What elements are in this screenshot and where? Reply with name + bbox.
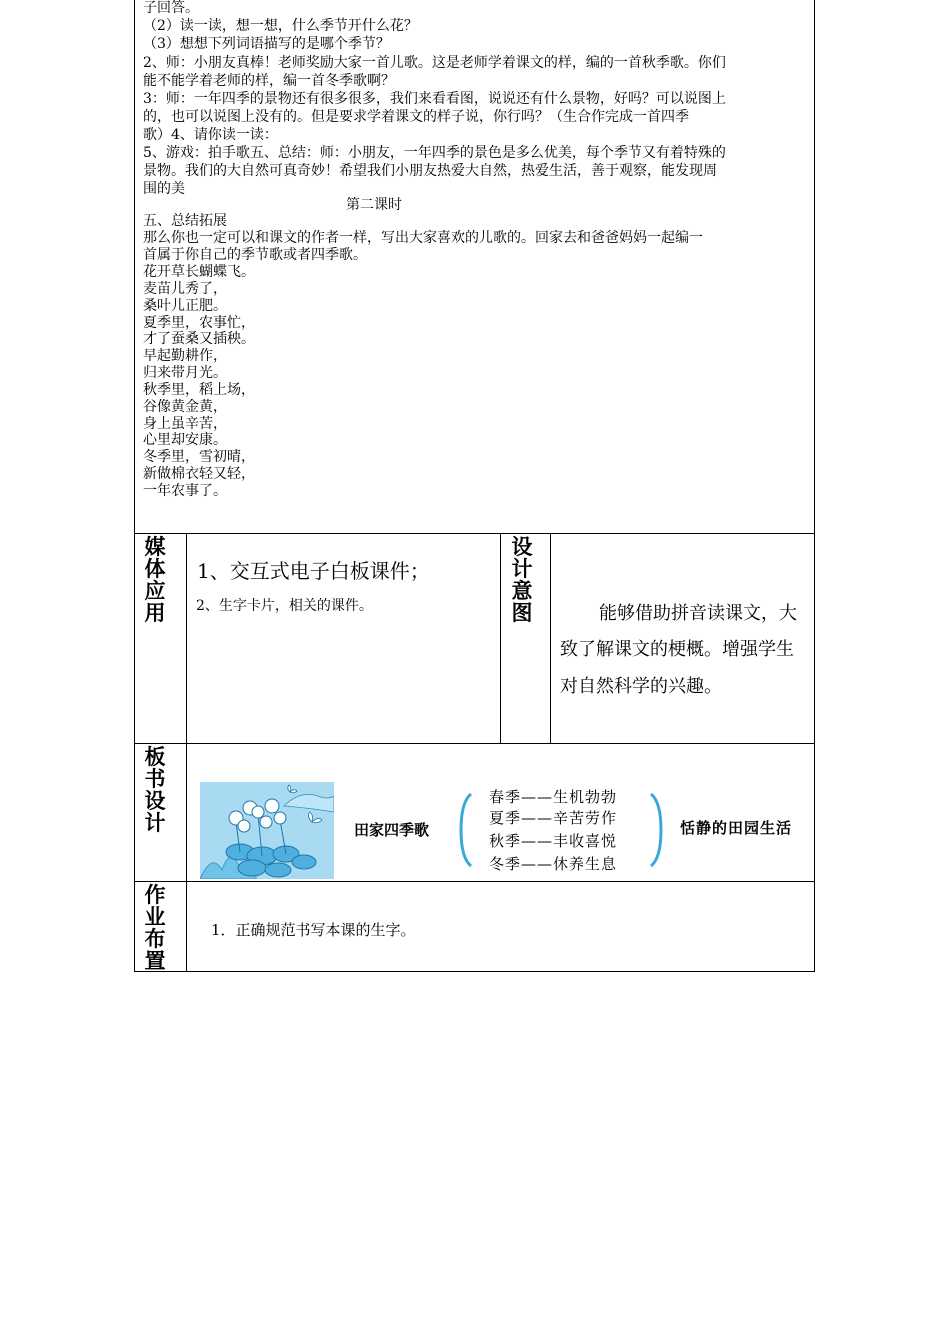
board-label-char: 设 (144, 789, 166, 813)
media-label-char: 媒 (144, 535, 166, 559)
second-lesson-title: 第二课时 (346, 197, 402, 213)
poem-line: 桑叶儿正肥。 (143, 298, 227, 314)
board-label (143, 746, 167, 834)
lesson-line: 的，也可以说图上没有的。但是要求学着课文的样子说，你行吗？（生合作完成一首四季 (143, 109, 689, 125)
row-divider-board (134, 743, 815, 744)
poem-line: 冬季里，雪初晴， (143, 449, 255, 465)
homework-label-char: 布 (144, 927, 166, 951)
poem-line: 心里却安康。 (143, 432, 227, 448)
summary-line: 首属于你自己的季节歌或者四季歌。 (143, 247, 367, 263)
poem-line: 才了蚕桑又插秧。 (143, 331, 255, 347)
flower-sketch-svg (200, 782, 334, 879)
design-label-char: 设 (511, 535, 533, 559)
poem-line: 新做棉衣轻又轻， (143, 466, 255, 482)
homework-label-char: 置 (144, 949, 166, 973)
lesson-line: 景物。我们的大自然可真奇妙！希望我们小朋友热爱大自然，热爱生活，善于观察，能发现周 (143, 163, 717, 179)
design-label-char: 意 (511, 579, 533, 603)
table-border-right (814, 0, 815, 972)
summary-line: 五、总结拓展 (143, 213, 227, 229)
row-divider-homework (134, 881, 815, 882)
summary-line: 那么你也一定可以和课文的作者一样，写出大家喜欢的儿歌的。回家去和爸爸妈妈一起编一 (143, 230, 703, 246)
board-label-char: 书 (144, 767, 166, 791)
design-line: 能够借助拼音读课文，大 (599, 603, 797, 624)
board-summary: 恬静的田园生活 (680, 819, 793, 837)
media-label (143, 536, 167, 624)
table-border-bottom (134, 971, 815, 972)
board-season-line: 冬季——休养生息 (489, 855, 618, 873)
poem-line: 秋季里，稻上场， (143, 382, 255, 398)
design-label-char: 计 (511, 557, 533, 581)
design-label (510, 536, 534, 624)
lesson-line: 5、游戏：拍手歌五、总结：师：小朋友，一年四季的景色是多么优美，每个季节又有着特殊的 (143, 145, 726, 161)
poem-line: 一年农事了。 (143, 483, 227, 499)
right-brace (648, 792, 664, 868)
board-season-line: 夏季——辛苦劳作 (489, 809, 618, 827)
design-label-char: 图 (511, 601, 533, 625)
lesson-line: （3）想想下列词语描写的是哪个季节？ (143, 36, 390, 52)
design-line: 致了解课文的梗概。增强学生 (560, 639, 794, 660)
media-item-1: 1、交互式电子白板课件； (197, 559, 430, 583)
lesson-line: （2）读一读，想一想，什么季节开什么花？ (143, 18, 418, 34)
poem-line: 早起勤耕作， (143, 348, 227, 364)
media-label-char: 应 (144, 579, 166, 603)
poem-line: 夏季里，农事忙， (143, 315, 255, 331)
flower-illustration (200, 782, 334, 879)
homework-item: 1．正确规范书写本课的生字。 (211, 921, 416, 939)
poem-line: 麦苗儿秀了， (143, 281, 227, 297)
board-title: 田家四季歌 (354, 821, 430, 839)
board-season-line: 春季——生机勃勃 (489, 788, 618, 806)
left-brace (458, 792, 474, 868)
homework-label-char: 作 (144, 883, 166, 907)
lesson-line: 能不能学着老师的样，编一首冬季歌啊？ (143, 73, 395, 89)
row-divider-media (134, 533, 815, 534)
poem-line: 身上虽辛苦， (143, 416, 227, 432)
board-season-line: 秋季——丰收喜悦 (489, 832, 618, 850)
media-label-char: 用 (144, 601, 166, 625)
label-column-divider (186, 533, 187, 972)
lesson-line: 3：师：一年四季的景物还有很多很多，我们来看看图，说说还有什么景物，好吗？可以说图上 (143, 91, 726, 107)
design-line: 对自然科学的兴趣。 (560, 676, 722, 697)
homework-label-char: 业 (144, 905, 166, 929)
lesson-line: 歌）4、请你读一读： (143, 127, 278, 143)
lesson-line: 2、师：小朋友真棒！老师奖励大家一首儿歌。这是老师学着课文的样，编的一首秋季歌。你们 (143, 55, 726, 71)
table-border-left (134, 0, 135, 972)
design-label-divider-right (550, 533, 551, 744)
board-label-char: 计 (144, 811, 166, 835)
board-label-char: 板 (144, 745, 166, 769)
homework-label (143, 884, 167, 972)
lesson-line: 围的美 (143, 181, 185, 197)
media-item-2: 2、生字卡片，相关的课件。 (196, 598, 373, 614)
poem-line: 花开草长蝴蝶飞。 (143, 264, 255, 280)
poem-line: 谷像黄金黄， (143, 399, 227, 415)
media-label-char: 体 (144, 557, 166, 581)
poem-line: 归来带月光。 (143, 365, 227, 381)
design-label-divider-left (500, 533, 501, 744)
lesson-line: 子回答。 (143, 0, 199, 16)
